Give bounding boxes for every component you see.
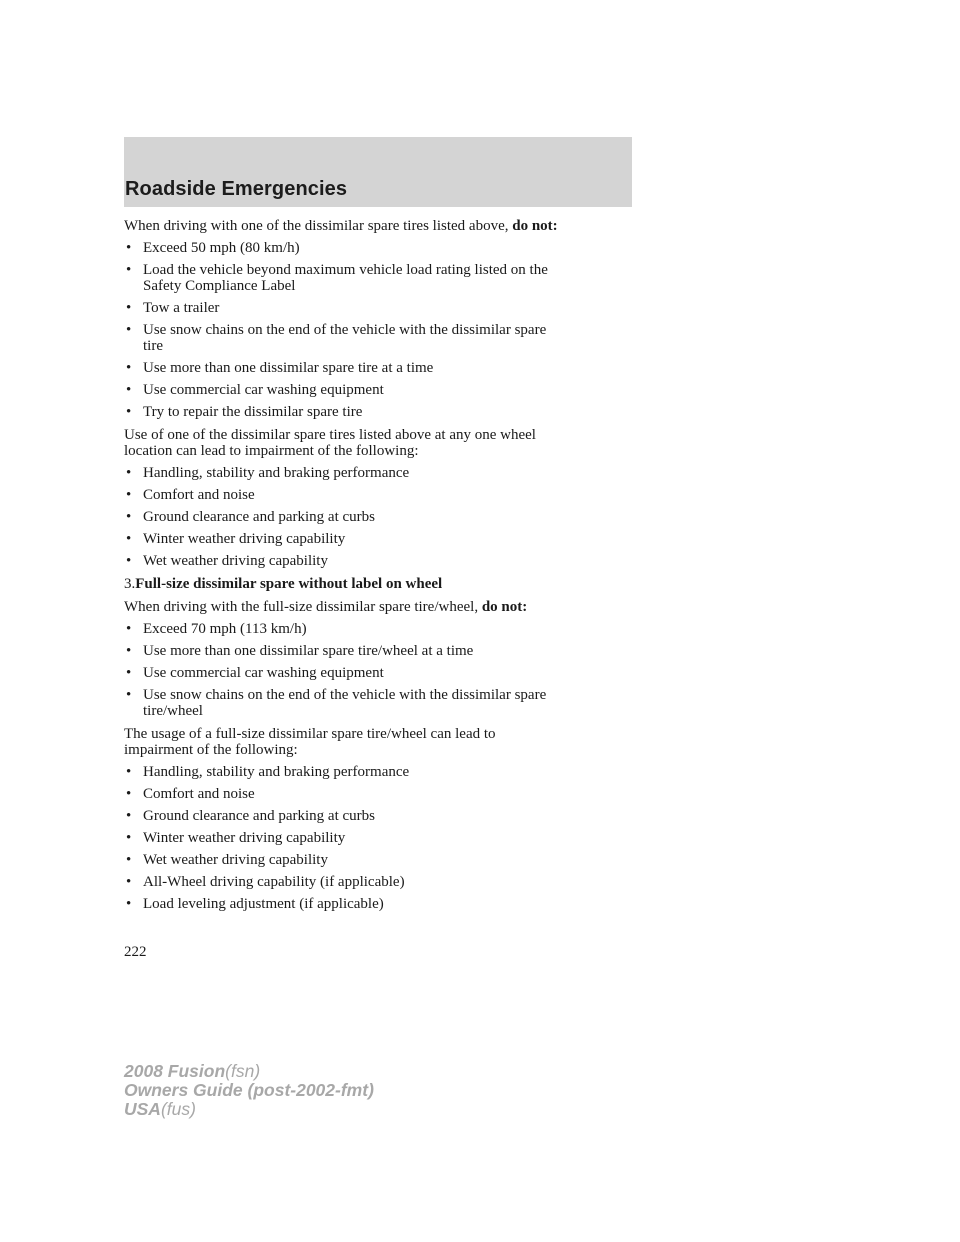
list-item-text: Load the vehicle beyond maximum vehicle load rating listed on the xyxy=(143,262,548,278)
bullet-icon: • xyxy=(126,531,132,547)
bullet-icon: • xyxy=(126,665,132,681)
list-item-text: Wet weather driving capability xyxy=(143,852,328,868)
list-item xyxy=(124,687,644,719)
bullet-icon: • xyxy=(126,487,132,503)
list-item xyxy=(124,852,644,868)
bullet-icon: • xyxy=(126,621,132,637)
list-item-text: tire xyxy=(143,338,163,354)
list-item xyxy=(124,404,644,420)
bullet-icon: • xyxy=(126,786,132,802)
list-item xyxy=(124,509,644,525)
list-item xyxy=(124,382,644,398)
list-item-text: Handling, stability and braking performance xyxy=(143,764,410,780)
bullet-icon: • xyxy=(126,852,132,868)
do-not-emphasis: do not: xyxy=(481,599,528,615)
list-item-text: Exceed 50 mph (80 km/h) xyxy=(143,240,300,256)
list-item-text: Handling, stability and braking performance xyxy=(143,465,410,481)
list-item xyxy=(124,300,644,316)
list-item xyxy=(124,874,644,890)
do-not-emphasis: do not: xyxy=(512,218,558,234)
list-item-text: Comfort and noise xyxy=(143,786,255,802)
bullet-icon: • xyxy=(126,240,132,256)
bullet-icon: • xyxy=(126,764,132,780)
list-item xyxy=(124,830,644,846)
list-item-text: Use snow chains on the end of the vehicle with the dissimilar spare xyxy=(143,322,547,338)
list-item xyxy=(124,262,644,294)
list-item xyxy=(124,553,644,569)
list-item xyxy=(124,643,644,659)
bullet-icon: • xyxy=(126,300,132,316)
bullet-icon: • xyxy=(126,509,132,525)
list-item xyxy=(124,487,644,503)
impairment-paragraph-2: The usage of a full-size dissimilar spare tire/wheel can lead to impairment of the following: xyxy=(124,726,496,758)
list-item-text: Exceed 70 mph (113 km/h) xyxy=(143,621,307,637)
intro-paragraph-1: When driving with one of the dissimilar spare tires listed above, do not: xyxy=(124,218,558,234)
list-item xyxy=(124,896,644,912)
list-item-text: Use more than one dissimilar spare tire/wheel at a time xyxy=(143,643,474,659)
list-item-text: Winter weather driving capability xyxy=(143,830,346,846)
impairment-list-1 xyxy=(124,465,644,569)
bullet-icon: • xyxy=(126,874,132,890)
page-content xyxy=(124,218,644,918)
bullet-icon: • xyxy=(126,322,132,338)
bullet-icon: • xyxy=(126,465,132,481)
list-item-text: Load leveling adjustment (if applicable) xyxy=(143,896,384,912)
list-item xyxy=(124,786,644,802)
list-item xyxy=(124,764,644,780)
list-item-text: Use commercial car washing equipment xyxy=(143,665,384,681)
bullet-icon: • xyxy=(126,382,132,398)
list-item xyxy=(124,621,644,637)
intro-paragraph-3: When driving with the full-size dissimilar spare tire/wheel, do not: xyxy=(124,599,528,615)
list-item xyxy=(124,240,644,256)
page-number: 222 xyxy=(124,944,147,960)
list-item xyxy=(124,808,644,824)
list-item-text: Use commercial car washing equipment xyxy=(143,382,384,398)
restrictions-list-1 xyxy=(124,240,644,420)
list-item xyxy=(124,465,644,481)
bullet-icon: • xyxy=(126,553,132,569)
list-item-text: Ground clearance and parking at curbs xyxy=(143,509,375,525)
bullet-icon: • xyxy=(126,808,132,824)
list-item-text: Comfort and noise xyxy=(143,487,255,503)
bullet-icon: • xyxy=(126,896,132,912)
section-3-heading: 3.Full-size dissimilar spare without label on wheel xyxy=(124,576,443,592)
document-footer: 2008 Fusion(fsn) Owners Guide (post-2002-fmt) USA(fus) xyxy=(124,1061,374,1119)
list-item-text: All-Wheel driving capability (if applicable) xyxy=(143,874,405,890)
impairment-paragraph-1: Use of one of the dissimilar spare tires listed above at any one wheel location can lead to impairment of the following: xyxy=(124,427,536,459)
list-item-text: Wet weather driving capability xyxy=(143,553,328,569)
list-item-text: Ground clearance and parking at curbs xyxy=(143,808,375,824)
bullet-icon: • xyxy=(126,687,132,703)
list-item-text: tire/wheel xyxy=(143,703,203,719)
list-item xyxy=(124,531,644,547)
bullet-icon: • xyxy=(126,262,132,278)
list-item-text: Tow a trailer xyxy=(143,300,220,316)
list-item-text: Try to repair the dissimilar spare tire xyxy=(143,404,363,420)
list-item-text: Safety Compliance Label xyxy=(143,278,296,294)
list-item-text: Use snow chains on the end of the vehicle with the dissimilar spare xyxy=(143,687,547,703)
bullet-icon: • xyxy=(126,360,132,376)
list-item xyxy=(124,360,644,376)
impairment-list-2 xyxy=(124,764,644,912)
list-item-text: Use more than one dissimilar spare tire at a time xyxy=(143,360,434,376)
bullet-icon: • xyxy=(126,830,132,846)
section-title: Roadside Emergencies xyxy=(125,178,348,200)
list-item xyxy=(124,665,644,681)
list-item-text: Winter weather driving capability xyxy=(143,531,346,547)
restrictions-list-2 xyxy=(124,621,644,719)
bullet-icon: • xyxy=(126,404,132,420)
list-item xyxy=(124,322,644,354)
bullet-icon: • xyxy=(126,643,132,659)
